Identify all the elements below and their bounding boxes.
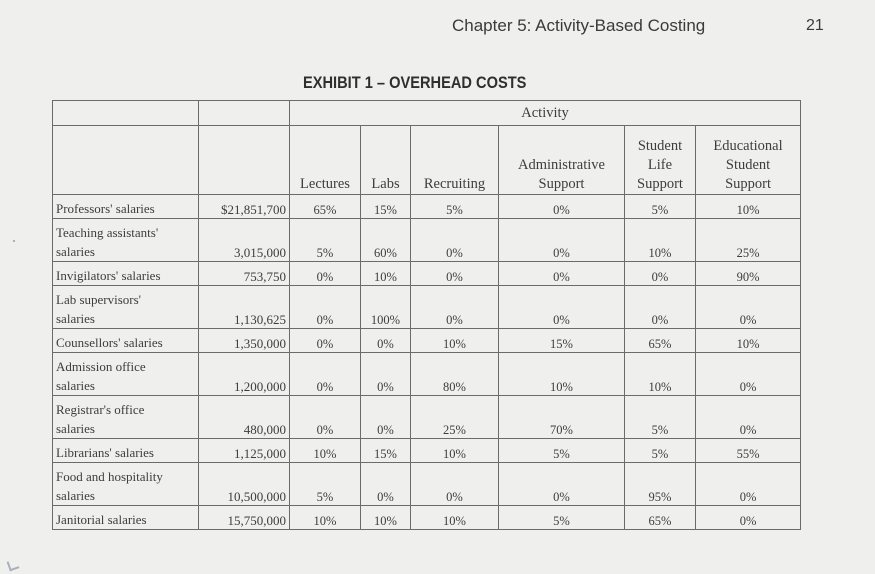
percent-cell: 0% xyxy=(696,506,801,530)
page-number: 21 xyxy=(806,17,824,34)
row-amount: 1,200,000 xyxy=(199,353,290,396)
table-row xyxy=(53,195,801,219)
percent-cell: 65% xyxy=(625,506,696,530)
empty-header-cell xyxy=(199,126,290,195)
percent-cell: 5% xyxy=(499,439,625,463)
percent-cell: 0% xyxy=(290,262,361,286)
percent-cell: 5% xyxy=(290,463,361,506)
percent-cell: 95% xyxy=(625,463,696,506)
percent-cell: 10% xyxy=(361,506,411,530)
percent-cell: 0% xyxy=(411,463,499,506)
row-amount: 480,000 xyxy=(199,396,290,439)
percent-cell: 0% xyxy=(361,353,411,396)
percent-cell: 0% xyxy=(290,353,361,396)
row-label: Counsellors' salaries xyxy=(53,329,199,353)
percent-cell: 15% xyxy=(499,329,625,353)
percent-cell: 10% xyxy=(290,439,361,463)
column-header: Labs xyxy=(361,126,411,195)
percent-cell: 0% xyxy=(696,286,801,329)
table-header-row-activity xyxy=(53,101,801,126)
table-row xyxy=(53,329,801,353)
table-row xyxy=(53,219,801,262)
percent-cell: 0% xyxy=(696,396,801,439)
percent-cell: 80% xyxy=(411,353,499,396)
percent-cell: 0% xyxy=(361,396,411,439)
percent-cell: 0% xyxy=(625,286,696,329)
row-label: Librarians' salaries xyxy=(53,439,199,463)
percent-cell: 0% xyxy=(625,262,696,286)
percent-cell: 0% xyxy=(290,286,361,329)
percent-cell: 65% xyxy=(290,195,361,219)
row-label: Registrar's office salaries xyxy=(53,396,199,439)
row-label: Invigilators' salaries xyxy=(53,262,199,286)
percent-cell: 0% xyxy=(411,219,499,262)
row-amount: 10,500,000 xyxy=(199,463,290,506)
exhibit-title: EXHIBIT 1 – OVERHEAD COSTS xyxy=(303,73,527,92)
table-row xyxy=(53,396,801,439)
percent-cell: 0% xyxy=(361,329,411,353)
percent-cell: 65% xyxy=(625,329,696,353)
column-header: Recruiting xyxy=(411,126,499,195)
percent-cell: 5% xyxy=(499,506,625,530)
percent-cell: 25% xyxy=(696,219,801,262)
percent-cell: 0% xyxy=(696,463,801,506)
row-amount: 753,750 xyxy=(199,262,290,286)
table-row xyxy=(53,286,801,329)
table-row xyxy=(53,506,801,530)
percent-cell: 0% xyxy=(499,286,625,329)
percent-cell: 0% xyxy=(290,329,361,353)
corner-check-mark xyxy=(7,559,20,572)
percent-cell: 10% xyxy=(290,506,361,530)
percent-cell: 0% xyxy=(411,262,499,286)
percent-cell: 5% xyxy=(625,439,696,463)
row-label: Lab supervisors' salaries xyxy=(53,286,199,329)
activity-group-header: Activity xyxy=(290,101,801,126)
column-header: Administrative Support xyxy=(499,126,625,195)
percent-cell: 0% xyxy=(499,262,625,286)
percent-cell: 25% xyxy=(411,396,499,439)
row-amount: 1,130,625 xyxy=(199,286,290,329)
column-header: Lectures xyxy=(290,126,361,195)
percent-cell: 10% xyxy=(625,353,696,396)
row-label: Teaching assistants' salaries xyxy=(53,219,199,262)
table-row xyxy=(53,463,801,506)
empty-header-cell xyxy=(53,101,199,126)
table-row xyxy=(53,353,801,396)
chapter-title: Chapter 5: Activity-Based Costing xyxy=(452,16,706,35)
percent-cell: 55% xyxy=(696,439,801,463)
percent-cell: 10% xyxy=(361,262,411,286)
percent-cell: 5% xyxy=(290,219,361,262)
column-header: Student Life Support xyxy=(625,126,696,195)
percent-cell: 15% xyxy=(361,195,411,219)
table-row xyxy=(53,439,801,463)
percent-cell: 70% xyxy=(499,396,625,439)
overhead-costs-table xyxy=(52,100,801,530)
table-row xyxy=(53,262,801,286)
percent-cell: 10% xyxy=(696,195,801,219)
percent-cell: 90% xyxy=(696,262,801,286)
row-label: Food and hospitality salaries xyxy=(53,463,199,506)
row-label: Janitorial salaries xyxy=(53,506,199,530)
percent-cell: 0% xyxy=(696,353,801,396)
percent-cell: 60% xyxy=(361,219,411,262)
empty-header-cell xyxy=(199,101,290,126)
percent-cell: 0% xyxy=(499,463,625,506)
row-amount: 1,350,000 xyxy=(199,329,290,353)
percent-cell: 5% xyxy=(625,396,696,439)
percent-cell: 10% xyxy=(499,353,625,396)
row-label: Admission office salaries xyxy=(53,353,199,396)
percent-cell: 5% xyxy=(411,195,499,219)
percent-cell: 0% xyxy=(411,286,499,329)
percent-cell: 100% xyxy=(361,286,411,329)
percent-cell: 0% xyxy=(499,219,625,262)
percent-cell: 10% xyxy=(411,439,499,463)
percent-cell: 10% xyxy=(411,506,499,530)
column-header: Educational Student Support xyxy=(696,126,801,195)
row-amount: 15,750,000 xyxy=(199,506,290,530)
stray-dot xyxy=(13,240,15,242)
percent-cell: 10% xyxy=(411,329,499,353)
row-amount: $21,851,700 xyxy=(199,195,290,219)
row-amount: 1,125,000 xyxy=(199,439,290,463)
percent-cell: 0% xyxy=(361,463,411,506)
percent-cell: 0% xyxy=(499,195,625,219)
row-label: Professors' salaries xyxy=(53,195,199,219)
table-header-row-columns xyxy=(53,126,801,195)
page-header xyxy=(0,14,875,40)
percent-cell: 10% xyxy=(696,329,801,353)
percent-cell: 10% xyxy=(625,219,696,262)
percent-cell: 0% xyxy=(290,396,361,439)
empty-header-cell xyxy=(53,126,199,195)
percent-cell: 5% xyxy=(625,195,696,219)
row-amount: 3,015,000 xyxy=(199,219,290,262)
percent-cell: 15% xyxy=(361,439,411,463)
